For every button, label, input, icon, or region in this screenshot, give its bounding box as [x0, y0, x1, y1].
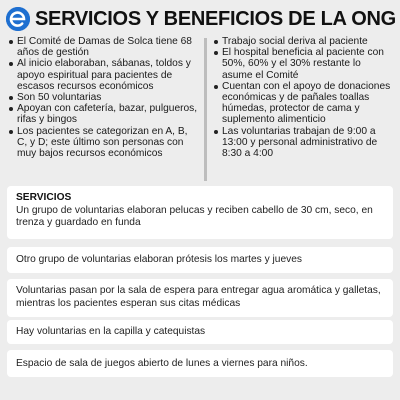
list-item: Apoyan con cafetería, bazar, pulgueros, rifas y bingos: [8, 103, 198, 125]
page-header: [6, 6, 394, 32]
services-text: Un grupo de voluntarias elaboran pelucas y reciben cabello de 30 cm, seco, en trenza y guardado en funda: [16, 204, 373, 229]
e-logo-icon: [6, 7, 30, 31]
right-bullet-list: [213, 36, 391, 159]
list-item: Al inicio elaboraban, sábanas, toldos y apoyo espiritual para pacientes de escasos recursos económicos: [8, 58, 198, 92]
list-item: El Comité de Damas de Solca tiene 68 años de gestión: [8, 36, 198, 58]
card-text: Otro grupo de voluntarias elaboran prótesis los martes y jueves: [16, 254, 302, 265]
list-item: Las voluntarias trabajan de 9:00 a 13:00 y personal administrativo de 8:30 a 4:00: [213, 126, 391, 160]
list-item: Trabajo social deriva al paciente: [213, 36, 391, 47]
card-text: Espacio de sala de juegos abierto de lunes a viernes para niños.: [16, 358, 308, 369]
list-item: Los pacientes se categorizan en A, B, C, y D; este último son personas con muy bajos recursos económicos: [8, 126, 198, 160]
waiting-room-card: [7, 279, 393, 317]
left-column: [6, 36, 204, 181]
card-text: Voluntarias pasan por la sala de espera para entregar agua aromática y galletas, mientras los pacientes esperan sus citas médicas: [16, 285, 381, 309]
list-item: El hospital beneficia al paciente con 50%, 60% y el 30% restante lo asume el Comité: [213, 47, 391, 81]
services-card: [7, 186, 393, 239]
page-title: SERVICIOS Y BENEFICIOS DE LA ONG: [35, 7, 396, 30]
left-bullet-list: [8, 36, 198, 159]
info-columns: [6, 36, 391, 181]
services-heading: SERVICIOS: [16, 192, 72, 203]
prosthesis-card: [7, 247, 393, 273]
logo-icon: [6, 7, 30, 31]
card-text: Hay voluntarias en la capilla y catequistas: [16, 326, 206, 337]
playroom-card: [7, 350, 393, 377]
right-column: [207, 36, 391, 181]
list-item: Cuentan con el apoyo de donaciones económicas y de pañales toallas húmedas, protector de cama y suplemento alimenticio: [213, 81, 391, 126]
list-item: Son 50 voluntarias: [8, 92, 198, 103]
chapel-card: [7, 320, 393, 344]
